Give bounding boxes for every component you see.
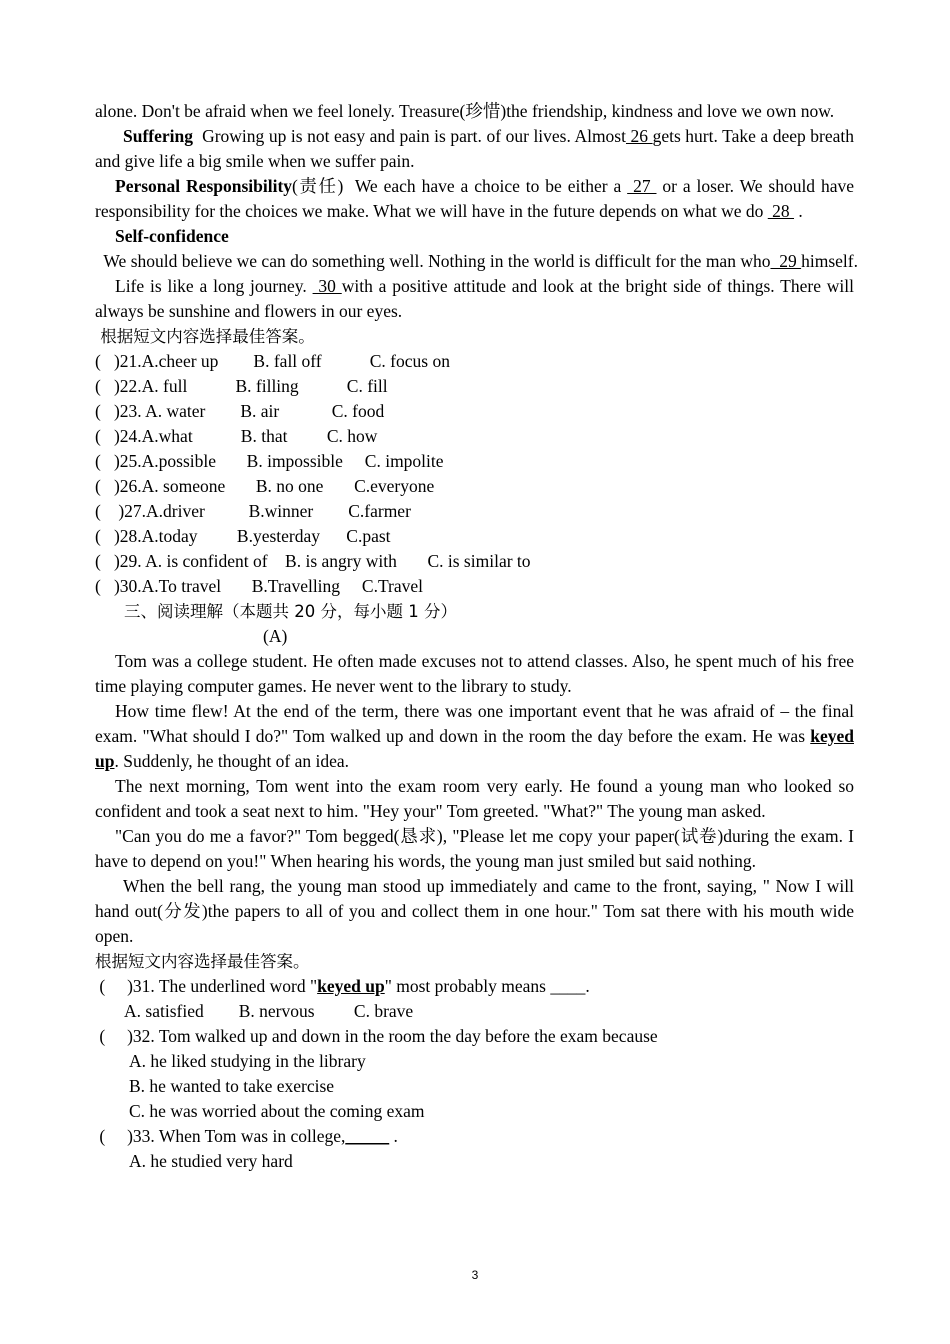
cloze-question-list bbox=[95, 349, 854, 599]
q31-keyword: keyed up bbox=[317, 976, 385, 996]
question-23[interactable]: ( )23. A. water B. air C. food bbox=[95, 401, 385, 421]
question-27[interactable]: ( )27.A.driver B.winner C.farmer bbox=[95, 501, 411, 521]
document-page bbox=[95, 99, 858, 1174]
blank-26: 26 bbox=[625, 126, 653, 146]
question-31-options[interactable]: A. satisfied B. nervous C. brave bbox=[124, 1001, 414, 1021]
question-31[interactable]: ( )31. The underlined word "keyed up" most probably means ____. bbox=[95, 976, 590, 996]
paragraph-confidence: Self-confidence We should believe we can do something well. Nothing in the world is difficult for the man who 29 himself. bbox=[95, 226, 858, 271]
confidence-title: Self-confidence bbox=[115, 226, 229, 246]
blank-30: 30 bbox=[312, 276, 342, 296]
question-28[interactable]: ( )28.A.today B.yesterday C.past bbox=[95, 526, 391, 546]
passage-a-label: (A) bbox=[263, 626, 288, 646]
question-24[interactable]: ( )24.A.what B. that C. how bbox=[95, 426, 378, 446]
paragraph-responsibility: Personal Responsibility(责任) We each have a choice to be either a 27 or a loser. We should have responsibility for the choices we make. What we will have in the future depends on what we do 28 . bbox=[95, 176, 854, 221]
keyed-up-underlined: keyed up bbox=[95, 726, 854, 771]
question-25[interactable]: ( )25.A.possible B. impossible C. impolite bbox=[95, 451, 444, 471]
question-32-option-a[interactable]: A. he liked studying in the library bbox=[129, 1051, 366, 1071]
question-29[interactable]: ( )29. A. is confident of B. is angry with C. is similar to bbox=[95, 551, 531, 571]
passage-a-p4: "Can you do me a favor?" Tom begged(恳求), "Please let me copy your paper(试卷)during the exam. I have to depend on you!" When hearing his words, the young man just smiled but said nothing. bbox=[95, 826, 854, 871]
page-number: 3 bbox=[471, 1268, 479, 1282]
question-33[interactable]: ( )33. When Tom was in college,_____ . bbox=[95, 1126, 398, 1146]
suffering-title: Suffering bbox=[123, 126, 193, 146]
instruction-reading: 根据短文内容选择最佳答案。 bbox=[95, 952, 310, 971]
responsibility-title: Personal Responsibility bbox=[115, 176, 293, 196]
question-32-option-b[interactable]: B. he wanted to take exercise bbox=[129, 1076, 335, 1096]
paragraph-suffering: Suffering Growing up is not easy and pain is part. of our lives. Almost 26 gets hurt. Take a deep breath and give life a big smile when we suffer pain. bbox=[95, 126, 855, 171]
passage-a-p2: How time flew! At the end of the term, there was one important event that he was afraid of – the final exam. "What should I do?" Tom walked up and down in the room the day before the exam. He was keyed up. Suddenly, he thought of an idea. bbox=[95, 701, 854, 771]
instruction-cloze: 根据短文内容选择最佳答案。 bbox=[95, 327, 315, 346]
question-32[interactable]: ( )32. Tom walked up and down in the room the day before the exam because bbox=[95, 1026, 658, 1046]
question-30[interactable]: ( )30.A.To travel B.Travelling C.Travel bbox=[95, 576, 424, 596]
question-21[interactable]: ( )21.A.cheer up B. fall off C. focus on bbox=[95, 351, 450, 371]
paragraph-life: Life is like a long journey. 30 with a positive attitude and look at the bright side of things. There will always be sunshine and flowers in our eyes. bbox=[95, 276, 855, 321]
passage-a-p5: When the bell rang, the young man stood up immediately and came to the front, saying, " Now I will hand out(分发)the papers to all of you and collect them in one hour." Tom sat there with his mouth wide open. bbox=[95, 876, 854, 946]
question-22[interactable]: ( )22.A. full B. filling C. fill bbox=[95, 376, 388, 396]
question-26[interactable]: ( )26.A. someone B. no one C.everyone bbox=[95, 476, 435, 496]
q33-blank: _____ bbox=[345, 1126, 390, 1146]
section-heading: 三、阅读理解（本题共 20 分，每小题 1 分） bbox=[124, 602, 457, 621]
passage-a-p3: The next morning, Tom went into the exam room very early. He found a young man who looked so confident and took a seat next to him. "Hey your" Tom greeted. "What?" The young man asked. bbox=[95, 776, 854, 821]
blank-28: 28 bbox=[767, 201, 795, 221]
blank-27: 27 bbox=[627, 176, 657, 196]
question-33-option-a[interactable]: A. he studied very hard bbox=[129, 1151, 293, 1171]
passage-continuation: alone. Don't be afraid when we feel lonely. Treasure(珍惜)the friendship, kindness and love we own now. bbox=[95, 101, 835, 121]
question-32-option-c[interactable]: C. he was worried about the coming exam bbox=[129, 1101, 425, 1121]
blank-29: 29 bbox=[770, 251, 802, 271]
passage-a-p1: Tom was a college student. He often made excuses not to attend classes. Also, he spent much of his free time playing computer games. He never went to the library to study. bbox=[95, 651, 854, 696]
